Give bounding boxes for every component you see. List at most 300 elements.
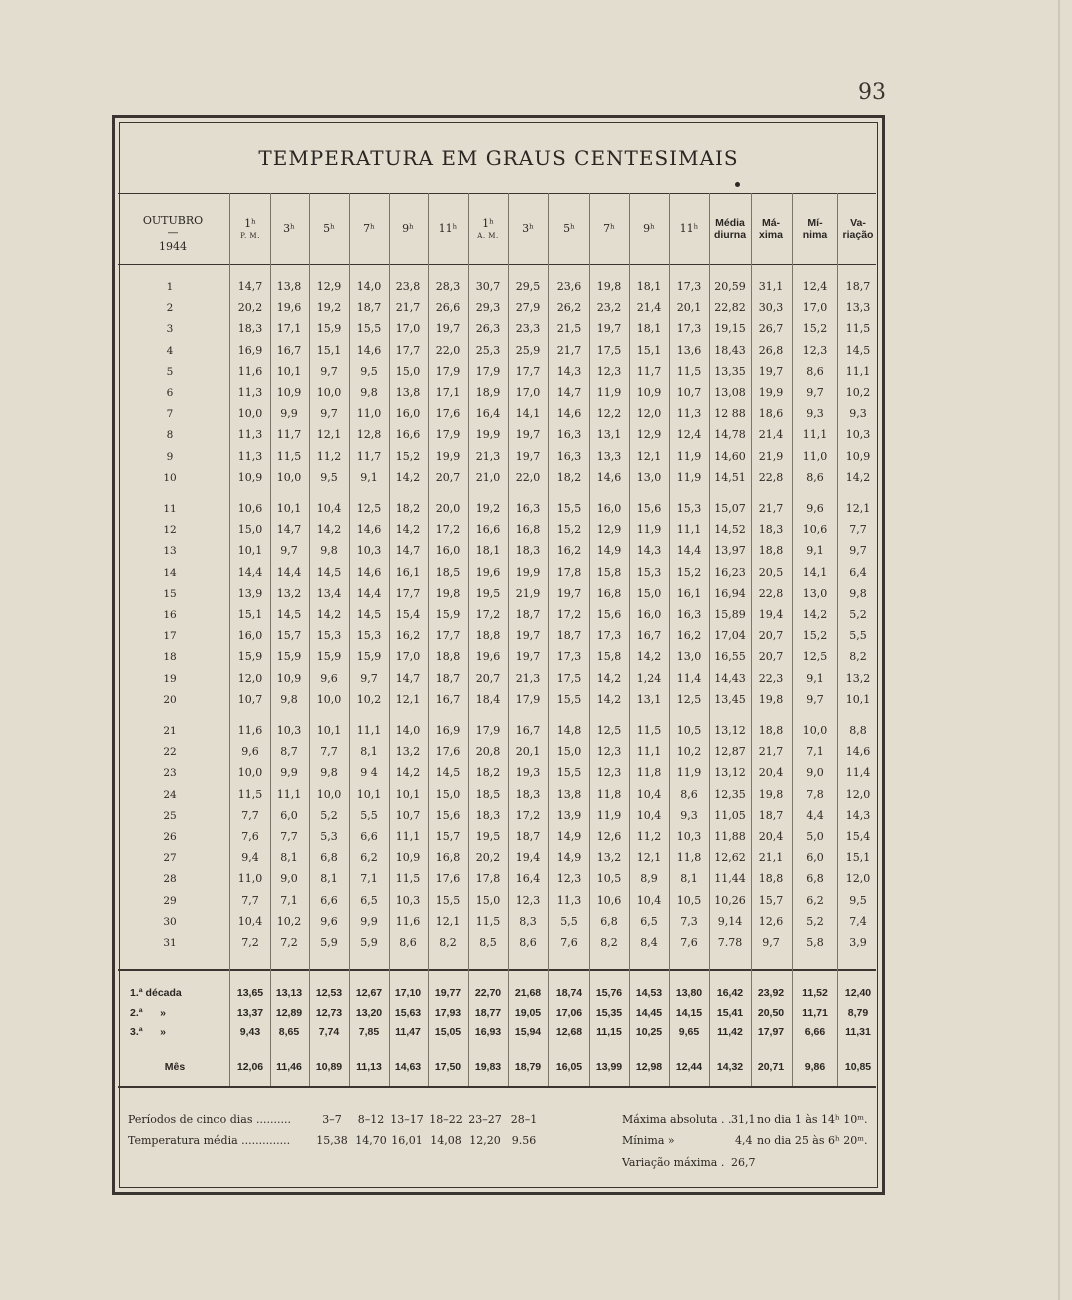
table-cell: 12,0 xyxy=(237,671,263,685)
table-cell: 17,04 xyxy=(714,629,746,643)
table-cell: 11,9 xyxy=(596,808,622,822)
max-abs-label: Máxima absoluta . . xyxy=(622,1113,732,1126)
table-cell: 18,4 xyxy=(475,692,501,706)
table-cell: 9,1 xyxy=(360,470,378,484)
table-cell: 7,7 xyxy=(849,523,867,537)
summary-cell: 19,05 xyxy=(514,1007,542,1019)
mes-cell: 12,44 xyxy=(675,1061,703,1073)
table-cell: 9,6 xyxy=(241,745,259,759)
table-cell: 9,1 xyxy=(806,544,824,558)
table-cell: 14,52 xyxy=(714,523,746,537)
table-cell: 26,7 xyxy=(758,322,784,336)
table-cell: 18,7 xyxy=(845,280,871,293)
header-col-main: 5ʰ xyxy=(563,222,575,235)
table-cell: 20,4 xyxy=(758,766,784,780)
table-cell: 10,0 xyxy=(802,724,828,737)
table-cell: 20,7 xyxy=(758,650,784,664)
table-cell: 11,5 xyxy=(845,322,871,336)
table-cell: 21,3 xyxy=(475,449,501,463)
table-cell: 10,0 xyxy=(316,787,342,801)
table-cell: 6,6 xyxy=(320,893,338,907)
table-cell: 14,2 xyxy=(636,650,662,664)
header-dot xyxy=(735,182,740,187)
day-number: 25 xyxy=(163,809,177,822)
table-cell: 11,2 xyxy=(316,449,342,463)
table-cell: 22,8 xyxy=(758,470,784,484)
table-cell: 15,9 xyxy=(356,650,382,664)
table-cell: 9,9 xyxy=(360,914,378,928)
table-cell: 11,3 xyxy=(237,386,263,399)
table-cell: 5,9 xyxy=(320,936,338,949)
day-number: 24 xyxy=(163,788,177,801)
table-cell: 14,6 xyxy=(556,407,582,421)
table-cell: 9,7 xyxy=(762,936,780,949)
table-cell: 17,3 xyxy=(676,322,702,336)
table-cell: 9,9 xyxy=(280,766,298,780)
table-cell: 10,2 xyxy=(276,914,302,928)
table-cell: 12,0 xyxy=(845,872,871,886)
table-cell: 13,1 xyxy=(636,692,662,706)
min-value: 4,4 xyxy=(735,1134,753,1147)
summary-cell: 15,76 xyxy=(595,987,623,999)
table-cell: 25,9 xyxy=(515,343,541,357)
table-cell: 13,6 xyxy=(676,343,702,357)
table-cell: 19,7 xyxy=(556,586,582,600)
table-cell: 18,7 xyxy=(515,830,541,843)
table-cell: 17,2 xyxy=(475,608,501,621)
day-number: 11 xyxy=(163,503,177,515)
table-cell: 11,7 xyxy=(356,449,382,463)
table-cell: 16,8 xyxy=(596,586,622,600)
table-cell: 16,4 xyxy=(515,872,541,886)
table-cell: 18,1 xyxy=(636,280,662,293)
day-number: 3 xyxy=(166,323,174,336)
mes-cell: 14,32 xyxy=(716,1061,744,1073)
table-cell: 21,9 xyxy=(758,449,784,463)
summary-cell: 12,68 xyxy=(555,1026,583,1038)
table-cell: 12,5 xyxy=(356,502,382,515)
table-cell: 11,7 xyxy=(276,428,302,442)
summary-label: 3.ª » xyxy=(130,1026,166,1038)
table-cell: 12,1 xyxy=(636,851,662,865)
table-cell: 12,62 xyxy=(714,851,746,865)
table-cell: 6,0 xyxy=(280,808,298,822)
table-cell: 22,8 xyxy=(758,586,784,600)
table-cell: 14,4 xyxy=(356,586,382,600)
table-cell: 7,1 xyxy=(360,872,378,886)
table-cell: 13,0 xyxy=(802,586,828,600)
footer-period: 18–22 xyxy=(429,1113,463,1126)
day-number: 22 xyxy=(163,746,177,759)
table-cell: 16,1 xyxy=(395,565,421,579)
table-cell: 12,4 xyxy=(676,428,702,442)
table-cell: 5,5 xyxy=(849,629,867,643)
table-cell: 11,7 xyxy=(636,364,662,378)
header-col-sub: riação xyxy=(842,229,874,241)
table-cell: 9,7 xyxy=(320,364,338,378)
table-cell: 10,9 xyxy=(237,470,263,484)
table-cell: 9,7 xyxy=(806,692,824,706)
table-cell: 9,4 xyxy=(241,851,259,865)
summary-cell: 12,73 xyxy=(315,1007,343,1019)
header-dash: — xyxy=(167,226,179,239)
table-cell: 18,3 xyxy=(237,322,263,336)
table-cell: 8,8 xyxy=(849,724,867,737)
table-cell: 23,6 xyxy=(556,280,582,293)
table-cell: 15,9 xyxy=(276,650,302,664)
table-title: TEMPERATURA EM GRAUS CENTESIMAIS xyxy=(258,146,739,170)
table-cell: 19,8 xyxy=(596,280,622,293)
header-col-main: Média xyxy=(715,217,745,229)
table-cell: 15,1 xyxy=(237,608,263,621)
header-col-main: 3ʰ xyxy=(283,222,295,235)
column-divider-summary xyxy=(792,969,793,1086)
table-cell: 9,6 xyxy=(320,671,338,685)
table-cell: 6,4 xyxy=(849,565,867,579)
table-cell: 15,1 xyxy=(636,343,662,357)
header-col-sub: diurna xyxy=(713,229,747,241)
header-col-13 xyxy=(708,217,752,241)
table-cell: 16,1 xyxy=(676,586,702,600)
table-cell: 10,0 xyxy=(237,766,263,780)
table-cell: 13,0 xyxy=(636,470,662,484)
table-cell: 15,5 xyxy=(556,502,582,515)
summary-cell: 8,65 xyxy=(278,1026,300,1038)
day-number: 17 xyxy=(163,630,177,643)
table-cell: 17,8 xyxy=(556,565,582,579)
table-cell: 17,2 xyxy=(515,808,541,822)
table-cell: 7,8 xyxy=(806,787,824,801)
table-cell: 21,4 xyxy=(758,428,784,442)
table-cell: 9,7 xyxy=(849,544,867,558)
mes-cell: 13,99 xyxy=(595,1061,623,1073)
mes-cell: 16,05 xyxy=(555,1061,583,1073)
table-cell: 16,4 xyxy=(475,407,501,421)
table-cell: 10,6 xyxy=(237,502,263,515)
table-cell: 16,6 xyxy=(475,523,501,537)
table-cell: 18,7 xyxy=(515,608,541,621)
table-cell: 18,7 xyxy=(356,301,382,315)
table-cell: 3,9 xyxy=(849,936,867,949)
table-cell: 15,5 xyxy=(356,322,382,336)
table-cell: 12,4 xyxy=(802,280,828,293)
table-cell: 13,9 xyxy=(556,808,582,822)
table-cell: 14,3 xyxy=(636,544,662,558)
day-number: 15 xyxy=(163,587,177,600)
footer-temp-label: Temperatura média .............. xyxy=(128,1134,291,1147)
header-year: 1944 xyxy=(159,240,187,253)
table-cell: 1,24 xyxy=(636,671,662,685)
table-cell: 7,7 xyxy=(320,745,338,759)
table-cell: 9,1 xyxy=(806,671,824,685)
table-cell: 13,3 xyxy=(845,301,871,315)
table-cell: 9,6 xyxy=(806,502,824,515)
table-cell: 11,5 xyxy=(395,872,421,886)
footer-period-temp: 14,70 xyxy=(355,1134,387,1147)
summary-cell: 15,05 xyxy=(434,1026,462,1038)
table-cell: 17,9 xyxy=(475,724,501,737)
table-cell: 14,4 xyxy=(676,544,702,558)
table-bottom-rule xyxy=(118,1086,876,1088)
table-cell: 17,0 xyxy=(802,301,828,315)
table-cell: 20,59 xyxy=(714,280,746,293)
table-cell: 10,26 xyxy=(714,893,746,907)
day-number: 8 xyxy=(166,429,174,442)
day-number: 30 xyxy=(163,915,177,928)
table-cell: 19,2 xyxy=(475,502,501,515)
table-cell: 14,43 xyxy=(714,671,746,685)
table-cell: 18,8 xyxy=(435,650,461,664)
table-cell: 6,8 xyxy=(600,914,618,928)
table-cell: 9,3 xyxy=(849,407,867,421)
table-cell: 11,4 xyxy=(845,766,871,780)
summary-cell: 7,74 xyxy=(318,1026,340,1038)
table-cell: 29,3 xyxy=(475,301,501,315)
table-cell: 12,0 xyxy=(845,787,871,801)
table-cell: 10,1 xyxy=(845,692,871,706)
table-cell: 17,7 xyxy=(515,364,541,378)
table-cell: 9,8 xyxy=(360,386,378,399)
table-cell: 14,1 xyxy=(802,565,828,579)
table-cell: 6,8 xyxy=(320,851,338,865)
table-cell: 15,3 xyxy=(636,565,662,579)
header-bottom-rule xyxy=(118,264,876,265)
table-cell: 10,1 xyxy=(316,724,342,737)
table-cell: 9,0 xyxy=(806,766,824,780)
table-cell: 9,5 xyxy=(320,470,338,484)
table-cell: 17,1 xyxy=(435,386,461,399)
table-cell: 12,9 xyxy=(316,280,342,293)
table-cell: 16,0 xyxy=(395,407,421,421)
table-cell: 28,3 xyxy=(435,280,461,293)
table-cell: 19,2 xyxy=(316,301,342,315)
table-cell: 22,0 xyxy=(435,343,461,357)
table-cell: 12,5 xyxy=(802,650,828,664)
table-cell: 14,7 xyxy=(276,523,302,537)
table-cell: 7,6 xyxy=(680,936,698,949)
table-cell: 15,8 xyxy=(596,650,622,664)
table-cell: 10,1 xyxy=(276,502,302,515)
table-cell: 17,3 xyxy=(676,280,702,293)
table-cell: 7,7 xyxy=(241,808,259,822)
table-cell: 12,3 xyxy=(515,893,541,907)
table-cell: 10,2 xyxy=(845,386,871,399)
header-col-7 xyxy=(468,217,508,243)
table-cell: 10,1 xyxy=(237,544,263,558)
table-cell: 12,5 xyxy=(676,692,702,706)
table-cell: 16,55 xyxy=(714,650,746,664)
table-cell: 6,2 xyxy=(360,851,378,865)
table-cell: 16,2 xyxy=(395,629,421,643)
table-cell: 14,60 xyxy=(714,449,746,463)
table-cell: 9,3 xyxy=(806,407,824,421)
table-cell: 7,1 xyxy=(806,745,824,759)
day-number: 19 xyxy=(163,672,177,685)
header-col-main: Má- xyxy=(761,217,781,229)
table-cell: 17,3 xyxy=(596,629,622,643)
table-cell: 12,3 xyxy=(556,872,582,886)
summary-cell: 12,89 xyxy=(275,1007,303,1019)
table-cell: 17,6 xyxy=(435,872,461,886)
table-cell: 8,2 xyxy=(849,650,867,664)
table-cell: 12,1 xyxy=(316,428,342,442)
table-cell: 14,5 xyxy=(845,343,871,357)
table-cell: 14,8 xyxy=(556,724,582,737)
summary-cell: 13,13 xyxy=(275,987,303,999)
table-cell: 23,2 xyxy=(596,301,622,315)
table-cell: 20,1 xyxy=(515,745,541,759)
table-cell: 19,4 xyxy=(515,851,541,865)
table-cell: 15,89 xyxy=(714,608,746,621)
day-number: 4 xyxy=(166,344,174,357)
table-cell: 17,6 xyxy=(435,407,461,421)
table-cell: 13,8 xyxy=(556,787,582,801)
table-cell: 18,8 xyxy=(758,544,784,558)
summary-cell: 11,15 xyxy=(596,1026,622,1038)
table-cell: 17,0 xyxy=(395,650,421,664)
summary-cell: 12,67 xyxy=(355,987,383,999)
table-cell: 10,4 xyxy=(636,808,662,822)
day-number: 5 xyxy=(166,365,174,378)
summary-cell: 6,66 xyxy=(804,1026,826,1038)
footer-period: 28–1 xyxy=(510,1113,538,1126)
header-col-main: 7ʰ xyxy=(363,222,375,235)
table-cell: 14,2 xyxy=(596,692,622,706)
table-cell: 17,1 xyxy=(276,322,302,336)
header-col-5 xyxy=(388,222,428,235)
table-cell: 13,2 xyxy=(276,586,302,600)
day-number: 12 xyxy=(163,524,177,537)
day-number: 23 xyxy=(163,767,177,780)
footer-period-temp: 15,38 xyxy=(316,1134,348,1147)
header-col-main: Mí- xyxy=(807,217,823,229)
table-cell: 20,4 xyxy=(758,830,784,843)
table-cell: 21,7 xyxy=(758,745,784,759)
table-cell: 12 88 xyxy=(714,407,746,421)
table-cell: 17,9 xyxy=(435,428,461,442)
max-abs-value: 31,1 xyxy=(731,1113,756,1126)
table-cell: 16,8 xyxy=(515,523,541,537)
table-cell: 14,7 xyxy=(556,386,582,399)
table-cell: 12,1 xyxy=(435,914,461,928)
summary-cell: 11,71 xyxy=(802,1007,828,1019)
day-number: 20 xyxy=(163,693,177,706)
table-cell: 14,7 xyxy=(395,671,421,685)
table-cell: 15,5 xyxy=(556,766,582,780)
table-cell: 13,3 xyxy=(596,449,622,463)
table-cell: 18,2 xyxy=(556,470,582,484)
summary-cell: 22,70 xyxy=(474,987,502,999)
table-cell: 11,9 xyxy=(676,766,702,780)
header-col-main: 1ʰ xyxy=(482,217,494,230)
table-cell: 10,0 xyxy=(276,470,302,484)
table-cell: 10,9 xyxy=(395,851,421,865)
table-cell: 10,9 xyxy=(636,386,662,399)
table-cell: 16,8 xyxy=(435,851,461,865)
table-cell: 15,9 xyxy=(237,650,263,664)
table-cell: 12,1 xyxy=(845,502,871,515)
table-cell: 12,8 xyxy=(356,428,382,442)
summary-cell: 13,80 xyxy=(675,987,703,999)
table-cell: 11,0 xyxy=(356,407,382,421)
table-cell: 15,6 xyxy=(636,502,662,515)
table-cell: 20,2 xyxy=(475,851,501,865)
table-cell: 18,3 xyxy=(515,544,541,558)
table-cell: 9,5 xyxy=(849,893,867,907)
table-cell: 10,1 xyxy=(356,787,382,801)
table-cell: 15,0 xyxy=(395,364,421,378)
summary-cell: 20,50 xyxy=(757,1007,785,1019)
table-cell: 10,0 xyxy=(316,692,342,706)
table-cell: 11,1 xyxy=(636,745,662,759)
table-cell: 18,3 xyxy=(758,523,784,537)
table-cell: 15,07 xyxy=(714,502,746,515)
table-cell: 14,2 xyxy=(596,671,622,685)
table-cell: 15,3 xyxy=(676,502,702,515)
table-cell: 7,2 xyxy=(241,936,259,949)
table-cell: 20,0 xyxy=(435,502,461,515)
table-cell: 14,6 xyxy=(356,343,382,357)
table-cell: 11,4 xyxy=(676,671,702,685)
table-cell: 11,5 xyxy=(237,787,263,801)
table-cell: 17,7 xyxy=(435,629,461,643)
footer-period: 23–27 xyxy=(468,1113,502,1126)
table-cell: 8,6 xyxy=(806,470,824,484)
table-cell: 8,1 xyxy=(280,851,298,865)
table-cell: 11,6 xyxy=(395,914,421,928)
header-col-main: Va- xyxy=(850,217,866,229)
table-cell: 11,1 xyxy=(802,428,828,442)
header-col-main: 5ʰ xyxy=(323,222,335,235)
table-cell: 13,0 xyxy=(676,650,702,664)
table-cell: 8,1 xyxy=(360,745,378,759)
table-cell: 11,88 xyxy=(714,830,746,843)
table-cell: 15,7 xyxy=(435,830,461,843)
table-cell: 10,5 xyxy=(596,872,622,886)
table-cell: 11,05 xyxy=(714,808,746,822)
table-cell: 11,8 xyxy=(636,766,662,780)
table-cell: 18,1 xyxy=(475,544,501,558)
table-cell: 11,9 xyxy=(596,386,622,399)
table-cell: 11,9 xyxy=(676,449,702,463)
table-cell: 21,7 xyxy=(556,343,582,357)
summary-cell: 13,37 xyxy=(236,1007,264,1019)
table-cell: 10,1 xyxy=(395,787,421,801)
table-cell: 7,7 xyxy=(241,893,259,907)
table-cell: 18,3 xyxy=(475,808,501,822)
table-cell: 11,3 xyxy=(676,407,702,421)
table-cell: 10,7 xyxy=(676,386,702,399)
column-divider xyxy=(792,193,793,969)
header-col-10 xyxy=(589,222,629,235)
table-cell: 9,6 xyxy=(320,914,338,928)
day-number: 31 xyxy=(163,937,177,949)
table-cell: 29,5 xyxy=(515,280,541,293)
table-cell: 16,0 xyxy=(596,502,622,515)
table-cell: 8,2 xyxy=(439,936,457,949)
table-cell: 10,5 xyxy=(676,893,702,907)
table-cell: 11,1 xyxy=(676,523,702,537)
summary-cell: 17,93 xyxy=(434,1007,462,1019)
header-col-11 xyxy=(629,222,669,235)
var-value: 26,7 xyxy=(731,1156,756,1169)
table-cell: 6,5 xyxy=(640,914,658,928)
table-cell: 10,5 xyxy=(676,724,702,737)
table-cell: 8,1 xyxy=(680,872,698,886)
table-cell: 14,2 xyxy=(316,523,342,537)
table-cell: 19,7 xyxy=(515,629,541,643)
table-cell: 14,2 xyxy=(395,523,421,537)
